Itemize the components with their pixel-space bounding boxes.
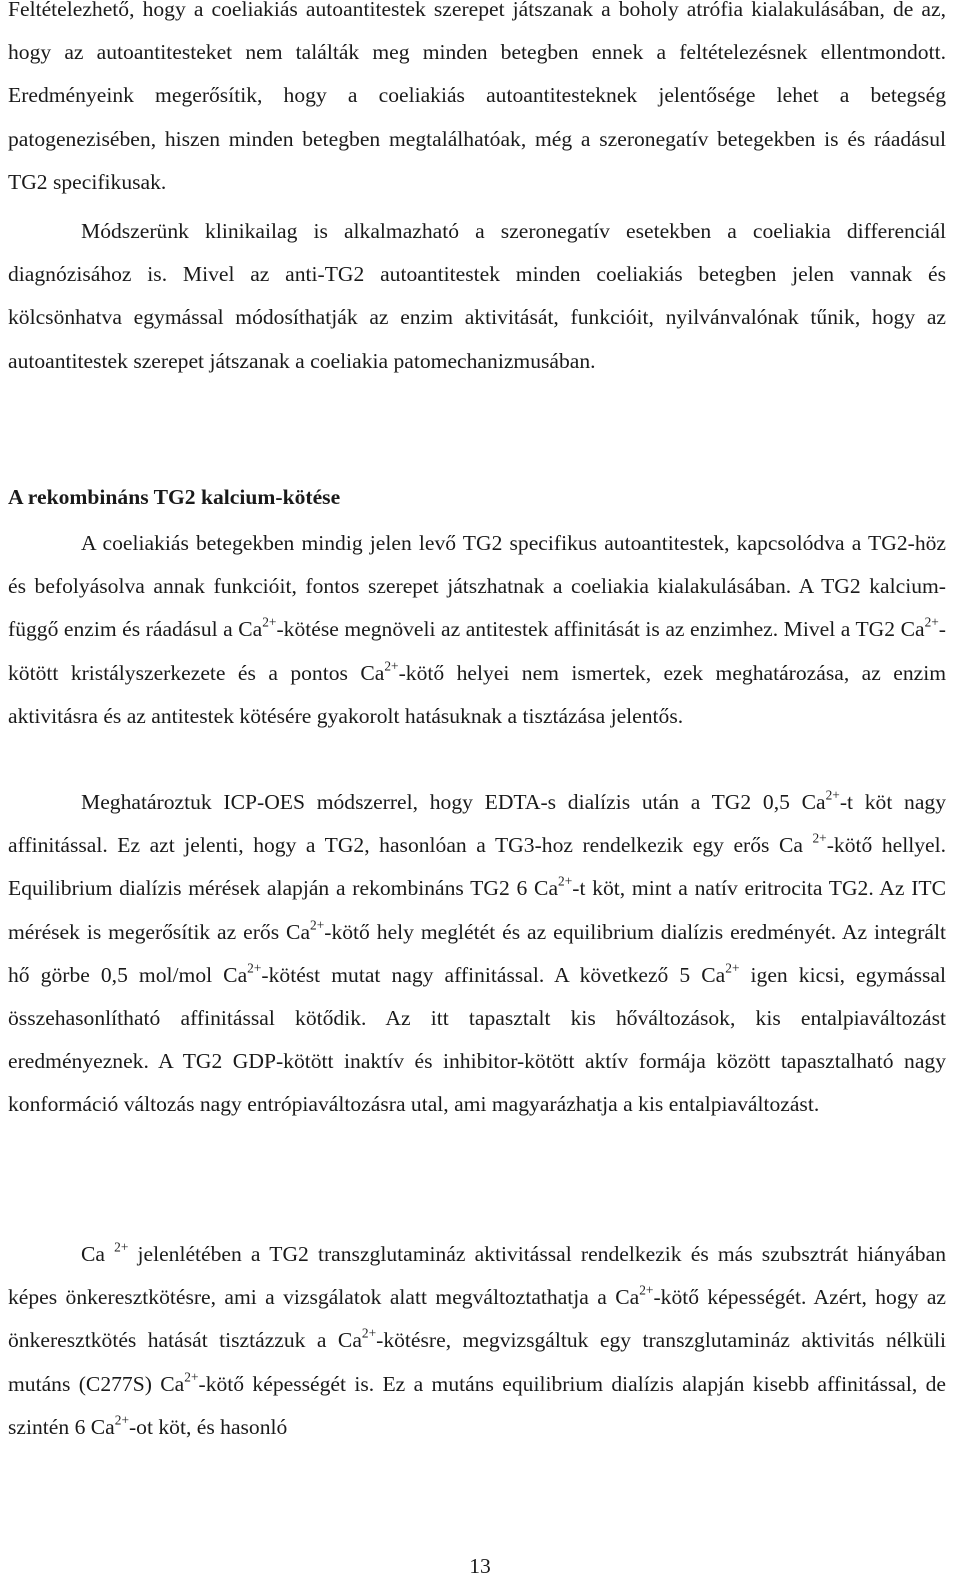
superscript-charge: 2+ bbox=[384, 657, 399, 673]
superscript-charge: 2+ bbox=[924, 614, 939, 630]
superscript-charge: 2+ bbox=[639, 1282, 654, 1298]
paragraph-text: -kötő helyei nem ismertek, ezek meghatározása, az enzim aktivitásra és az antitestek kötésére gyakorolt hatásuknak a tisztázása jelentős. bbox=[8, 660, 946, 728]
paragraph-text: Ca bbox=[81, 1242, 115, 1266]
superscript-charge: 2+ bbox=[725, 960, 740, 976]
paragraph-boholy-atrofia bbox=[8, 0, 946, 204]
paragraph-onkeresztkotes bbox=[8, 1233, 946, 1449]
section-heading: A rekombináns TG2 kalcium-kötése bbox=[8, 485, 341, 509]
paragraph-text: Feltételezhető, hogy a coeliakiás autoantitestek szerepet játszanak a boholy atrófia kialakulásában, de az, hogy az autoantitesteket nem találták meg minden betegben ennek a feltételezésnek ellentmondott. Eredményeink megerősítik, hogy a coeliakiás autoantitesteknek jelentősége lehet a betegség patogenezisében, hiszen minden betegben megtalálhatóak, még a szeronegatív betegekben is és ráadásul TG2 specifikusak. bbox=[8, 0, 946, 194]
superscript-charge: 2+ bbox=[184, 1368, 199, 1384]
paragraph-text: -ot köt, és hasonló bbox=[128, 1414, 288, 1439]
superscript-charge: 2+ bbox=[558, 873, 573, 889]
paragraph-text: A coeliakiás betegekben mindig jelen levő TG2 specifikus autoantitestek, kapcsolódva a TG2-höz és befolyásolva annak funkcióit, fontos szerepet játszhatnak a coeliakia kialakulásában. A TG2 kalcium-függő enzim és ráadásul a Ca bbox=[8, 531, 946, 642]
superscript-charge: 2+ bbox=[361, 1325, 377, 1341]
paragraph-text: Meghatároztuk ICP-OES módszerrel, hogy EDTA-s dialízis után a TG2 0,5 Ca bbox=[81, 790, 826, 814]
paragraph-text: -kötésre, megvizsgáltuk egy transzglutamináz aktivitás nélküli mutáns (C277S) Ca bbox=[8, 1328, 946, 1396]
superscript-charge: 2+ bbox=[310, 916, 325, 932]
paragraph-klinikai-alkalmazas bbox=[8, 210, 946, 383]
superscript-charge: 2+ bbox=[114, 1412, 129, 1428]
superscript-charge: 2+ bbox=[247, 960, 262, 976]
paragraph-tg2-kalcium-intro bbox=[8, 522, 946, 738]
paragraph-text: -kötött kristályszerkezete és a pontos Ca bbox=[8, 617, 946, 685]
paragraph-text: -kötő hellyel. Equilibrium dialízis mérések alapján a rekombináns TG2 6 Ca bbox=[8, 833, 946, 901]
paragraph-text: -kötést mutat nagy affinitással. A következő 5 Ca bbox=[261, 962, 726, 987]
page-number: 13 bbox=[469, 1554, 491, 1578]
paragraph-text: jelenlétében a TG2 transzglutamináz aktivitással rendelkezik és más szubsztrát hiányában képes önkeresztkötésre, ami a vizsgálatok alatt megváltoztathatja a Ca bbox=[8, 1242, 946, 1310]
paragraph-icp-oes-meresek bbox=[8, 781, 946, 1127]
superscript-charge: 2+ bbox=[262, 614, 277, 630]
paragraph-text: -kötő képességét is. Ez a mutáns equilibrium dialízis alapján kisebb affinitással, de szintén 6 Ca bbox=[8, 1371, 946, 1439]
paragraph-text: Módszerünk klinikailag is alkalmazható a szeronegatív esetekben a coeliakia differenciál diagnózisához is. Mivel az anti-TG2 autoantitestek minden coeliakiás betegben jelen vannak és kölcsönhatva egymással módosíthatják az enzim aktivitását, funkcióit, nyilvánvalónak tűnik, hogy az autoantitestek szerepet játszanak a coeliakia patomechanizmusában. bbox=[8, 219, 946, 373]
paragraph-text: -t köt nagy affinitással. Ez azt jelenti, hogy a TG2, hasonlóan a TG3-hoz rendelkezik egy erős Ca bbox=[8, 790, 946, 858]
paragraph-text: igen kicsi, egymással összehasonlítható affinitással kötődik. Az itt tapasztalt kis hőváltozások, kis entalpiaváltozást eredményeznek. A TG2 GDP-kötött inaktív és inhibitor-kötött aktív formája között tapasztalható nagy konformáció változás nagy entrópiaváltozásra utal, ami magyarázhatja a kis entalpiaváltozást. bbox=[8, 962, 946, 1117]
paragraph-text: -kötő képességét. Azért, hogy az önkeresztkötés hatását tisztázzuk a Ca bbox=[8, 1285, 946, 1353]
superscript-charge: 2+ bbox=[812, 830, 827, 846]
superscript-charge: 2+ bbox=[825, 787, 840, 803]
superscript-charge: 2+ bbox=[114, 1239, 129, 1255]
paragraph-text: -kötése megnöveli az antitestek affinitását is az enzimhez. Mivel a TG2 Ca bbox=[276, 617, 925, 642]
paragraph-text: -t köt, mint a natív eritrocita TG2. Az ITC mérések is megerősítik az erős Ca bbox=[8, 876, 946, 944]
paragraph-text: -kötő hely meglétét és az equilibrium dialízis eredményét. Az integrált hő görbe 0,5 mol/mol Ca bbox=[8, 919, 946, 987]
